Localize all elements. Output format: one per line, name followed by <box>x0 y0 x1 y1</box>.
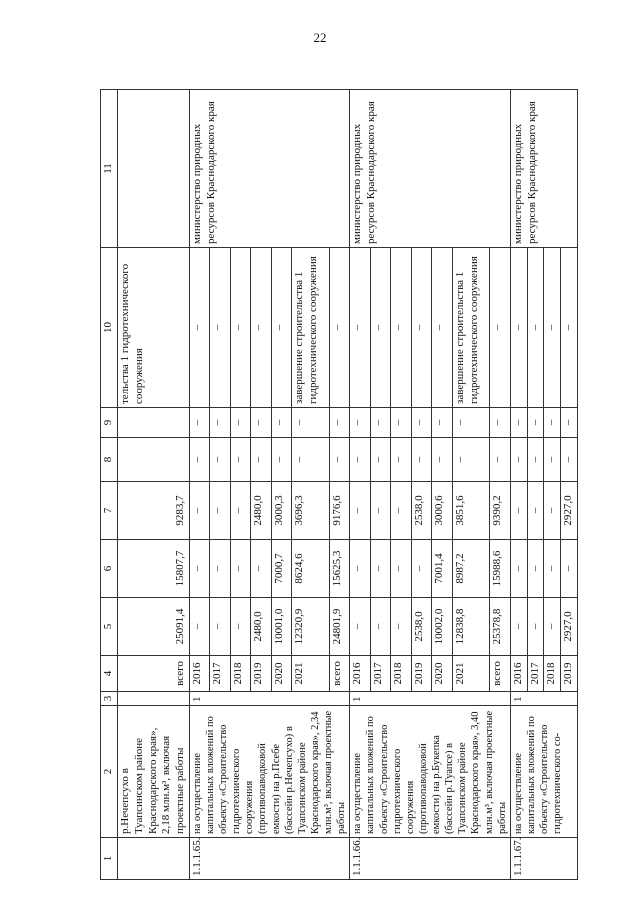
value-other: – <box>189 408 210 438</box>
value-federal: – <box>210 540 231 598</box>
value-other: – <box>452 408 489 438</box>
value-local: – <box>411 438 432 482</box>
value-regional: – <box>230 482 251 540</box>
row-description: на осуществление капитальных вложений по объекту «Строительство гидротехнического со- <box>510 706 577 838</box>
value-total: 24801,9 <box>329 598 350 656</box>
year-cell: 2020 <box>271 656 292 692</box>
row-number <box>118 838 190 880</box>
value-federal: – <box>251 540 272 598</box>
value-local: – <box>544 438 561 482</box>
value-regional: – <box>391 482 412 540</box>
year-cell: 2021 <box>292 656 329 692</box>
col-header-4: 4 <box>101 656 118 692</box>
value-regional: – <box>189 482 210 540</box>
result-text: – <box>230 248 251 408</box>
value-local: – <box>189 438 210 482</box>
value-other <box>118 408 190 438</box>
year-cell: 2018 <box>391 656 412 692</box>
value-total: 10001,0 <box>271 598 292 656</box>
value-other: – <box>411 408 432 438</box>
value-total: – <box>510 598 527 656</box>
value-federal: 15807,7 <box>118 540 190 598</box>
result-text: – <box>350 248 371 408</box>
value-regional: 9390,2 <box>490 482 511 540</box>
result-text: – <box>527 248 544 408</box>
value-federal: – <box>544 540 561 598</box>
year-cell: 2016 <box>350 656 371 692</box>
responsible: министерство природных ресурсов Краснодарского края <box>510 90 577 248</box>
value-local: – <box>210 438 231 482</box>
year-cell: 2021 <box>452 656 489 692</box>
value-total: 25091,4 <box>118 598 190 656</box>
result-text: – <box>432 248 453 408</box>
value-other: – <box>561 408 578 438</box>
value-local: – <box>329 438 350 482</box>
year-cell: 2019 <box>411 656 432 692</box>
result-text: – <box>210 248 231 408</box>
year-cell: 2019 <box>561 656 578 692</box>
value-local: – <box>452 438 489 482</box>
value-local: – <box>370 438 391 482</box>
value-total: – <box>370 598 391 656</box>
program-table <box>100 89 578 880</box>
value-federal: – <box>370 540 391 598</box>
value-other: – <box>251 408 272 438</box>
table-row <box>510 90 527 880</box>
value-total: 2927,0 <box>561 598 578 656</box>
rotated-table-container <box>100 90 600 880</box>
year-cell: 2019 <box>251 656 272 692</box>
col-header-8: 8 <box>101 438 118 482</box>
value-local: – <box>432 438 453 482</box>
table-row <box>118 90 190 880</box>
value-regional: 3696,3 <box>292 482 329 540</box>
value-other: – <box>210 408 231 438</box>
year-cell: 2018 <box>544 656 561 692</box>
result-text: – <box>271 248 292 408</box>
col-header-10: 10 <box>101 248 118 408</box>
result-text: тельства 1 гидротехнического сооружения <box>118 248 190 408</box>
value-other: – <box>230 408 251 438</box>
result-text: – <box>370 248 391 408</box>
value-regional: – <box>544 482 561 540</box>
result-text: – <box>490 248 511 408</box>
value-federal: – <box>510 540 527 598</box>
value-federal: – <box>230 540 251 598</box>
value-other: – <box>292 408 329 438</box>
value-regional: 3851,6 <box>452 482 489 540</box>
value-regional: 9176,6 <box>329 482 350 540</box>
value-other: – <box>490 408 511 438</box>
year-cell: 2018 <box>230 656 251 692</box>
value-regional: 3000,6 <box>432 482 453 540</box>
value-federal: 7000,7 <box>271 540 292 598</box>
value-local: – <box>490 438 511 482</box>
year-cell: 2020 <box>432 656 453 692</box>
value-federal: 8624,6 <box>292 540 329 598</box>
col-header-6: 6 <box>101 540 118 598</box>
result-text: завершение строительства 1 гидротехнического сооружения <box>292 248 329 408</box>
value-regional: – <box>370 482 391 540</box>
value-total: 12320,9 <box>292 598 329 656</box>
value-other: – <box>271 408 292 438</box>
row-c3: 1 <box>189 692 350 706</box>
value-regional: – <box>527 482 544 540</box>
header-row <box>101 90 118 880</box>
year-cell: всего <box>329 656 350 692</box>
row-description: на осуществление капитальных вложений по объекту «Строительство гидротехнического сооружения (противопаводковой емкости) на р.Букепка (бассейн р.Туапсе) в Туапсинском районе Краснодарского края», 3,40 млн.м³, включая проектные работы <box>350 706 511 838</box>
row-number: 1.1.1.66. <box>350 838 511 880</box>
row-c3: 1 <box>350 692 511 706</box>
responsible: министерство природных ресурсов Краснодарского края <box>189 90 350 248</box>
value-federal: 8987,2 <box>452 540 489 598</box>
col-header-5: 5 <box>101 598 118 656</box>
value-regional: 3000,3 <box>271 482 292 540</box>
col-header-1: 1 <box>101 838 118 880</box>
result-text: – <box>561 248 578 408</box>
result-text: – <box>510 248 527 408</box>
value-total: – <box>189 598 210 656</box>
value-federal: – <box>527 540 544 598</box>
col-header-7: 7 <box>101 482 118 540</box>
value-federal: – <box>189 540 210 598</box>
value-total: 12838,8 <box>452 598 489 656</box>
value-total: 25378,8 <box>490 598 511 656</box>
value-regional: – <box>350 482 371 540</box>
value-total: 10002,0 <box>432 598 453 656</box>
value-regional: 2538,0 <box>411 482 432 540</box>
result-text: – <box>251 248 272 408</box>
value-local <box>118 438 190 482</box>
value-federal: – <box>350 540 371 598</box>
value-total: – <box>544 598 561 656</box>
year-cell: 2017 <box>370 656 391 692</box>
value-other: – <box>544 408 561 438</box>
row-c3 <box>118 692 190 706</box>
value-total: – <box>527 598 544 656</box>
col-header-9: 9 <box>101 408 118 438</box>
value-other: – <box>329 408 350 438</box>
table-row <box>189 90 210 880</box>
row-description: р.Нечепсухо в Туапсинском районе Краснодарского края», 2,18 млн.м³, включая проектные работы <box>118 706 190 838</box>
year-cell: 2017 <box>527 656 544 692</box>
year-cell: 2017 <box>210 656 231 692</box>
year-cell: всего <box>118 656 190 692</box>
table-row <box>350 90 371 880</box>
value-other: – <box>350 408 371 438</box>
row-number: 1.1.1.67. <box>510 838 577 880</box>
page-number: 22 <box>313 30 327 45</box>
result-text: завершение строительства 1 гидротехнического сооружения <box>452 248 489 408</box>
value-total: – <box>210 598 231 656</box>
value-regional: 2927,0 <box>561 482 578 540</box>
value-total: – <box>350 598 371 656</box>
value-local: – <box>350 438 371 482</box>
value-regional: 2480,0 <box>251 482 272 540</box>
value-local: – <box>292 438 329 482</box>
result-text: – <box>391 248 412 408</box>
col-header-3: 3 <box>101 692 118 706</box>
value-total: 2480,0 <box>251 598 272 656</box>
row-description: на осуществление капитальных вложений по объекту «Строительство гидротехнического сооружения (противопаводковой емкости) на р.Псебе (бассейн р.Нечепсухо) в Туапсинском районе Краснодарского края», 2,34 млн.м³, включая проектные работы <box>189 706 350 838</box>
value-local: – <box>251 438 272 482</box>
responsible: министерство природных ресурсов Краснодарского края <box>350 90 511 248</box>
year-cell: всего <box>490 656 511 692</box>
value-total: – <box>391 598 412 656</box>
value-other: – <box>527 408 544 438</box>
value-federal: – <box>391 540 412 598</box>
value-regional: – <box>210 482 231 540</box>
value-federal: 15988,6 <box>490 540 511 598</box>
value-other: – <box>432 408 453 438</box>
value-regional: 9283,7 <box>118 482 190 540</box>
row-number: 1.1.1.65. <box>189 838 350 880</box>
value-federal: 15625,3 <box>329 540 350 598</box>
value-local: – <box>230 438 251 482</box>
value-other: – <box>370 408 391 438</box>
value-other: – <box>391 408 412 438</box>
value-local: – <box>391 438 412 482</box>
value-total: – <box>230 598 251 656</box>
row-c3: 1 <box>510 692 577 706</box>
value-local: – <box>527 438 544 482</box>
year-cell: 2016 <box>510 656 527 692</box>
value-federal: – <box>561 540 578 598</box>
value-local: – <box>271 438 292 482</box>
result-text: – <box>189 248 210 408</box>
responsible <box>118 90 190 248</box>
value-regional: – <box>510 482 527 540</box>
value-federal: 7001,4 <box>432 540 453 598</box>
result-text: – <box>544 248 561 408</box>
value-federal: – <box>411 540 432 598</box>
col-header-11: 11 <box>101 90 118 248</box>
value-other: – <box>510 408 527 438</box>
result-text: – <box>329 248 350 408</box>
value-total: 2538,0 <box>411 598 432 656</box>
result-text: – <box>411 248 432 408</box>
value-local: – <box>561 438 578 482</box>
value-local: – <box>510 438 527 482</box>
year-cell: 2016 <box>189 656 210 692</box>
col-header-2: 2 <box>101 706 118 838</box>
